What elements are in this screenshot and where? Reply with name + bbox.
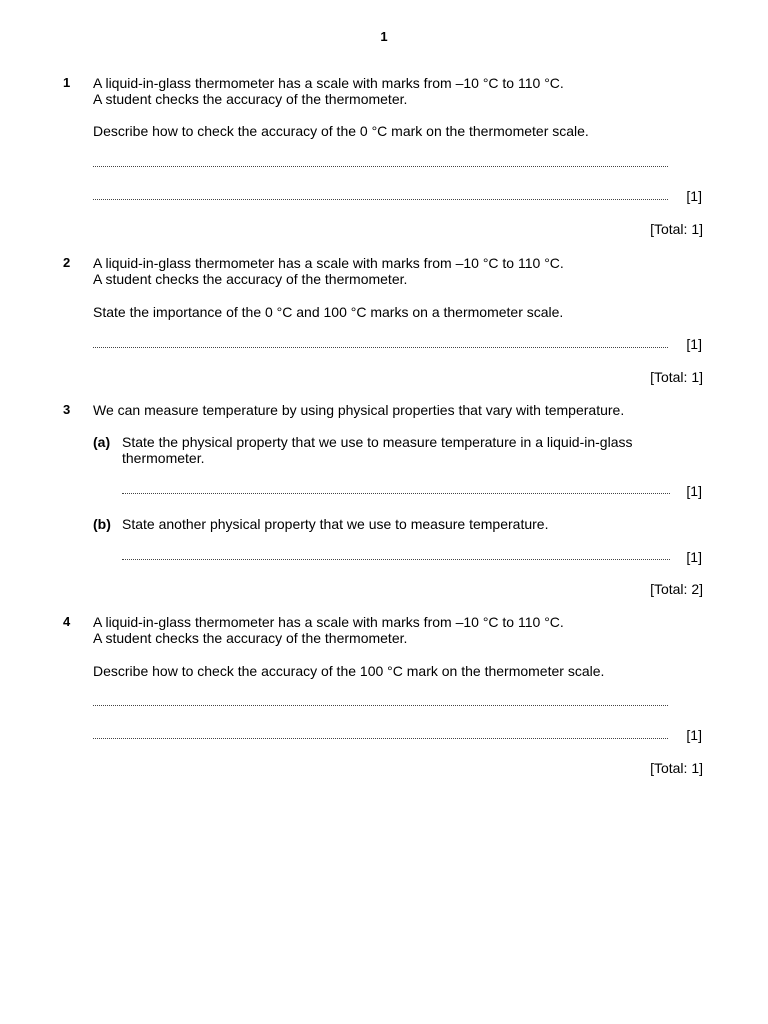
- part-a-label: (a): [93, 434, 111, 450]
- mark-allocation: [1]: [686, 727, 702, 743]
- answer-line[interactable]: [122, 559, 670, 560]
- answer-line[interactable]: [93, 705, 668, 706]
- question-stem-line-1: A liquid-in-glass thermometer has a scale with marks from –10 °C to 110 °C.: [93, 614, 564, 630]
- question-stem-line-1: A liquid-in-glass thermometer has a scale with marks from –10 °C to 110 °C.: [93, 75, 564, 91]
- question-total: [Total: 1]: [650, 760, 703, 776]
- answer-line[interactable]: [93, 199, 668, 200]
- question-number: 3: [63, 402, 71, 417]
- question-total: [Total: 2]: [650, 581, 703, 597]
- question-number: 1: [63, 75, 71, 90]
- mark-allocation: [1]: [686, 188, 702, 204]
- mark-allocation: [1]: [686, 549, 702, 565]
- answer-line[interactable]: [93, 738, 668, 739]
- question-total: [Total: 1]: [650, 369, 703, 385]
- question-number: 2: [63, 255, 71, 270]
- question-number: 4: [63, 614, 71, 629]
- question-total: [Total: 1]: [650, 221, 703, 237]
- question-stem-line-2: A student checks the accuracy of the thermometer.: [93, 630, 408, 646]
- question-prompt: State the importance of the 0 °C and 100 °C marks on a thermometer scale.: [93, 304, 564, 320]
- part-b-text: State another physical property that we use to measure temperature.: [122, 516, 549, 532]
- answer-line[interactable]: [93, 347, 668, 348]
- question-prompt: Describe how to check the accuracy of the 0 °C mark on the thermometer scale.: [93, 123, 589, 139]
- part-b-label: (b): [93, 516, 111, 532]
- question-stem-line-2: A student checks the accuracy of the thermometer.: [93, 91, 408, 107]
- answer-line[interactable]: [93, 166, 668, 167]
- mark-allocation: [1]: [686, 483, 702, 499]
- question-prompt: Describe how to check the accuracy of the 100 °C mark on the thermometer scale.: [93, 663, 605, 679]
- question-stem: We can measure temperature by using physical properties that vary with temperature.: [93, 402, 625, 418]
- question-stem-line-2: A student checks the accuracy of the thermometer.: [93, 271, 408, 287]
- part-a-text: State the physical property that we use to measure temperature in a liquid-in-glass thermometer.: [122, 434, 633, 466]
- mark-allocation: [1]: [686, 336, 702, 352]
- question-stem-line-1: A liquid-in-glass thermometer has a scale with marks from –10 °C to 110 °C.: [93, 255, 564, 271]
- answer-line[interactable]: [122, 493, 670, 494]
- page-number: 1: [380, 29, 388, 44]
